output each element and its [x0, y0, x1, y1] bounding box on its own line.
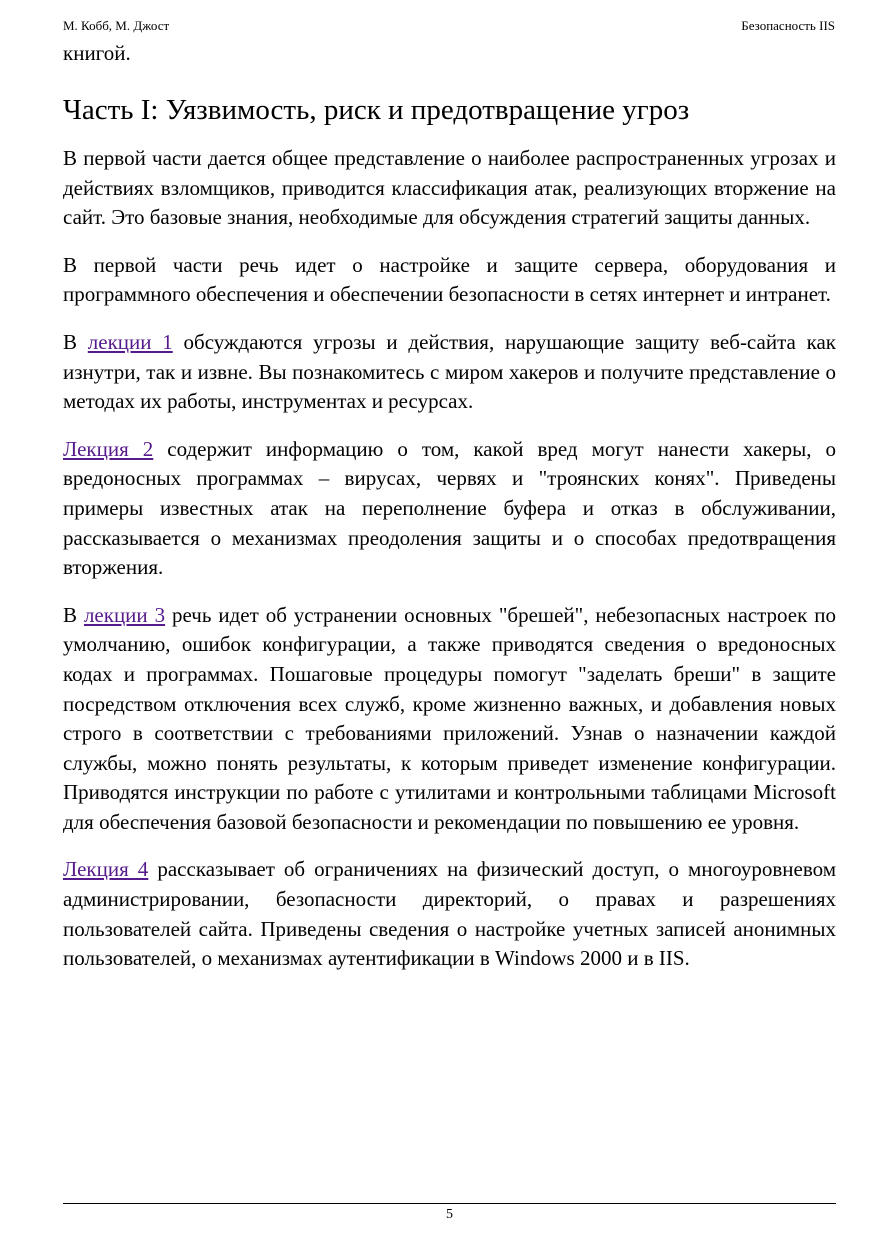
paragraph-body: содержит информацию о том, какой вред могут нанести хакеры, о вредоносных программах – вирусах, червях и "троянских конях". Приведены примеры известных атак на переполнение буфера и отказ в обслуживании, рассказывается о механизмах преодоления защиты и о способах предотвращения вторжения.	[63, 436, 836, 580]
paragraph-body: обсуждаются угрозы и действия, нарушающие защиту веб-сайта как изнутри, так и извне. Вы познакомитесь с миром хакеров и получите представление о методах их работы, инструментах и ресурсах.	[63, 329, 837, 414]
lecture-3-link[interactable]: лекции 3	[83, 602, 166, 627]
lecture-2-link[interactable]: Лекция 2	[63, 436, 154, 461]
section-heading: Часть I: Уязвимость, риск и предотвращение угроз	[63, 94, 690, 126]
lecture-1-link[interactable]: лекции 1	[87, 329, 173, 354]
header-book-title: Безопасность IIS	[741, 18, 835, 33]
lecture-4-link[interactable]: Лекция 4	[63, 857, 149, 882]
paragraph-lecture-2	[63, 435, 836, 583]
paragraph-topics: В первой части речь идет о настройке и защите сервера, оборудования и программного обеспечения и обеспечении безопасности в сетях интернет и интранет.	[63, 252, 836, 307]
paragraph-lecture-1	[63, 328, 836, 417]
paragraph-prefix: В	[63, 329, 88, 354]
paragraph-intro: В первой части дается общее представление о наиболее распространенных угрозах и действиях взломщиков, приводится классификация атак, реализующих вторжение на сайт. Это базовые знания, необходимые для обсуждения стратегий защиты данных.	[63, 146, 836, 230]
paragraph-lecture-3	[63, 601, 836, 838]
paragraph-prefix: В	[63, 602, 84, 627]
page-number: 5	[446, 1207, 453, 1222]
paragraph-body: речь идет об устранении основных "брешей", небезопасных настроек по умолчанию, ошибок конфигурации, а также приводятся сведения о вредоносных кодах и программах. Пошаговые процедуры помогут "заделать бреши" в защите посредством отключения всех служб, кроме жизненно важных, и добавления новых строго в соответствии с требованиями приложений. Узнав о назначении каждой службы, можно понять результаты, к которым приведет изменение конфигурации. Приводятся инструкции по работе с утилитами и контрольными таблицами Microsoft для обеспечения базовой безопасности и рекомендации по повышению ее уровня.	[63, 602, 836, 834]
header-authors: М. Кобб, М. Джост	[63, 18, 170, 33]
footer-divider	[63, 1203, 836, 1204]
paragraph-body: рассказывает об ограничениях на физический доступ, о многоуровневом администрировании, безопасности директорий, о правах и разрешениях пользователей сайта. Приведены сведения о настройке учетных записей анонимных пользователей, о механизмах аутентификации в Windows 2000 и в IIS.	[63, 857, 837, 971]
paragraph-lecture-4	[63, 855, 836, 973]
continued-text: книгой.	[63, 41, 131, 65]
page-body	[63, 38, 836, 974]
